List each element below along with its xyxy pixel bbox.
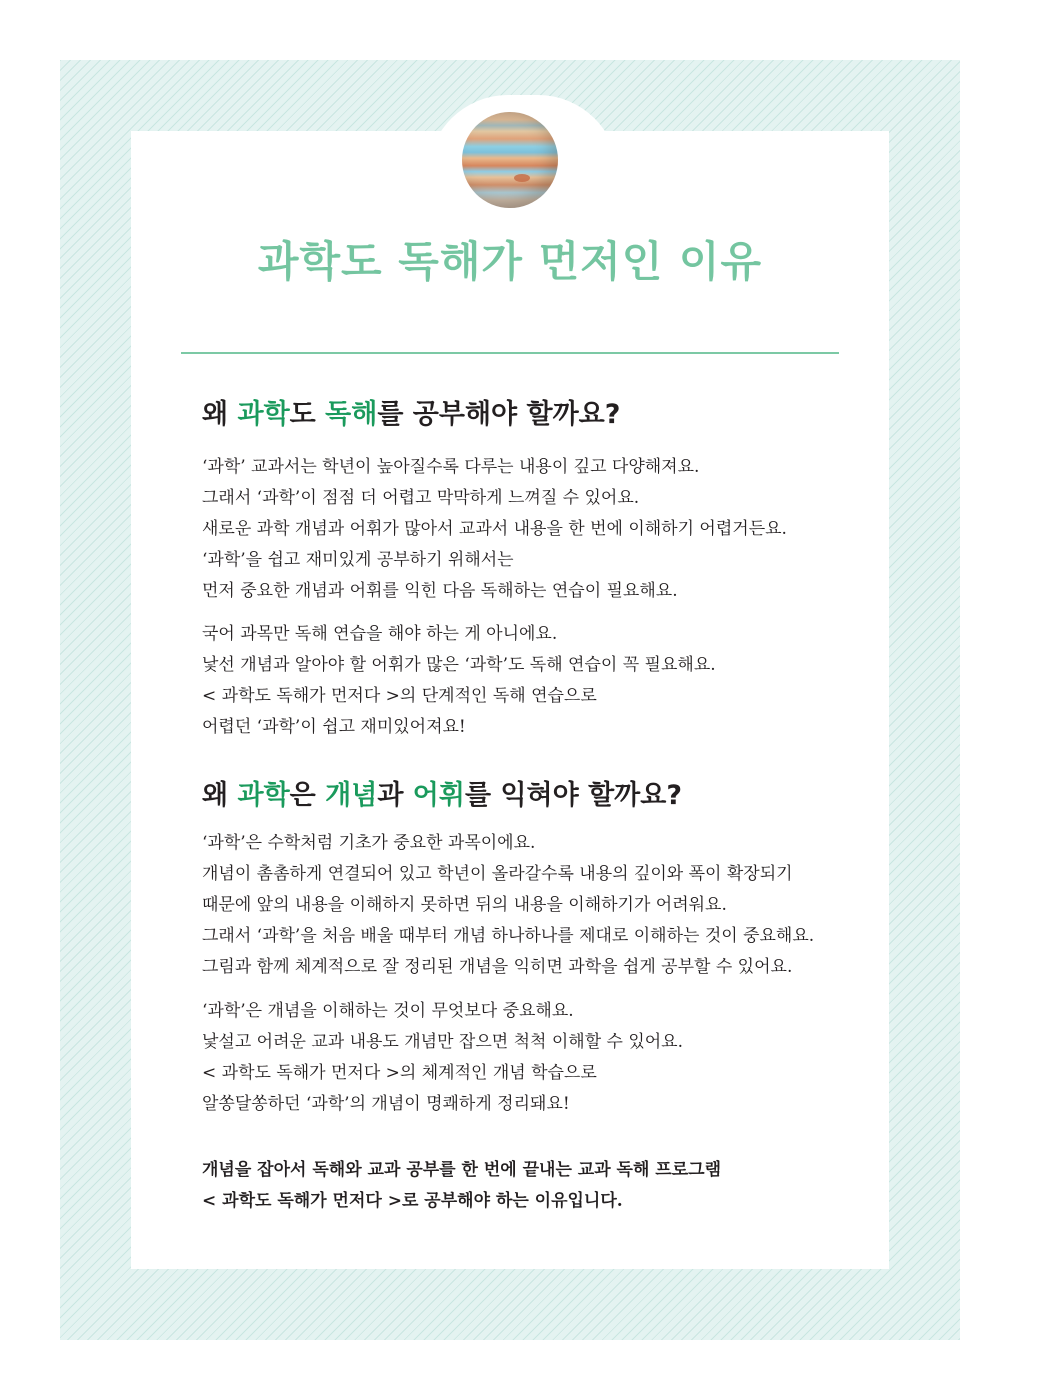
section2-p1-line4: 그래서 ‘과학’을 처음 배울 때부터 개념 하나하나를 제대로 이해하는 것이 중요해요. — [202, 926, 815, 946]
section1-heading-part2: 도 — [289, 399, 326, 430]
section2-p2-line3: < 과학도 독해가 먼저다 >의 체계적인 개념 학습으로 — [202, 1063, 597, 1083]
section1-heading-part3: 를 공부해야 할까요? — [377, 399, 621, 430]
section2-p1-line1: ‘과학’은 수학처럼 기초가 중요한 과목이에요. — [202, 833, 536, 853]
section2-p1-line2: 개념이 촘촘하게 연결되어 있고 학년이 올라갈수록 내용의 깊이와 폭이 확장되기 — [202, 864, 793, 884]
closing-line2: < 과학도 독해가 먼저다 >로 공부해야 하는 이유입니다. — [202, 1191, 623, 1211]
section1-paragraph1 — [202, 452, 852, 607]
section1-p1-line5: 먼저 중요한 개념과 어휘를 익힌 다음 독해하는 연습이 필요해요. — [202, 581, 678, 601]
section1-heading-highlight-science: 과학 — [237, 399, 290, 430]
section2-p1-line3: 때문에 앞의 내용을 이해하지 못하면 뒤의 내용을 이해하기가 어려워요. — [202, 895, 727, 915]
planet-spot — [514, 174, 530, 182]
title-divider — [181, 352, 839, 354]
section1-heading — [202, 395, 620, 435]
page-title: 과학도 독해가 먼저인 이유 — [257, 237, 763, 286]
section1-heading-highlight-reading: 독해 — [325, 399, 378, 430]
section1-p1-line1: ‘과학’ 교과서는 학년이 높아질수록 다루는 내용이 깊고 다양해져요. — [202, 457, 700, 477]
section1-p2-line2: 낯선 개념과 알아야 할 어휘가 많은 ‘과학’도 독해 연습이 꼭 필요해요. — [202, 655, 716, 675]
section1-paragraph2 — [202, 619, 852, 743]
section1-p1-line4: ‘과학’을 쉽고 재미있게 공부하기 위해서는 — [202, 550, 514, 570]
section1-heading-part1: 왜 — [202, 399, 238, 430]
section2-heading-highlight-vocabulary: 어휘 — [412, 780, 465, 811]
section2-p2-line1: ‘과학’은 개념을 이해하는 것이 무엇보다 중요해요. — [202, 1001, 574, 1021]
section2-heading-part3: 과 — [377, 780, 413, 811]
section2-p2-line4: 알쏭달쏭하던 ‘과학’의 개념이 명쾌하게 정리돼요! — [202, 1094, 570, 1114]
section2-heading-highlight-concept: 개념 — [325, 780, 378, 811]
section1-p1-line2: 그래서 ‘과학’이 점점 더 어렵고 막막하게 느껴질 수 있어요. — [202, 488, 640, 508]
section2-p1-line5: 그림과 함께 체계적으로 잘 정리된 개념을 익히면 과학을 쉽게 공부할 수 있어요. — [202, 957, 793, 977]
section2-heading-part4: 를 익혀야 할까요? — [464, 780, 683, 811]
section2-p2-line2: 낯설고 어려운 교과 내용도 개념만 잡으면 척척 이해할 수 있어요. — [202, 1032, 684, 1052]
section2-paragraph1 — [202, 828, 852, 983]
planet-illustration-icon — [462, 112, 558, 208]
section2-paragraph2 — [202, 996, 852, 1120]
section2-heading-highlight-science: 과학 — [237, 780, 290, 811]
section2-heading-part2: 은 — [289, 780, 326, 811]
section1-p2-line1: 국어 과목만 독해 연습을 해야 하는 게 아니에요. — [202, 624, 558, 644]
section1-p2-line3: < 과학도 독해가 먼저다 >의 단계적인 독해 연습으로 — [202, 686, 597, 706]
section2-heading — [202, 776, 682, 816]
closing-statement — [202, 1155, 852, 1217]
section1-p2-line4: 어렵던 ‘과학’이 쉽고 재미있어져요! — [202, 717, 466, 737]
section1-p1-line3: 새로운 과학 개념과 어휘가 많아서 교과서 내용을 한 번에 이해하기 어렵거든요. — [202, 519, 787, 539]
closing-line1: 개념을 잡아서 독해와 교과 공부를 한 번에 끝내는 교과 독해 프로그램 — [202, 1160, 721, 1180]
section2-heading-part1: 왜 — [202, 780, 238, 811]
